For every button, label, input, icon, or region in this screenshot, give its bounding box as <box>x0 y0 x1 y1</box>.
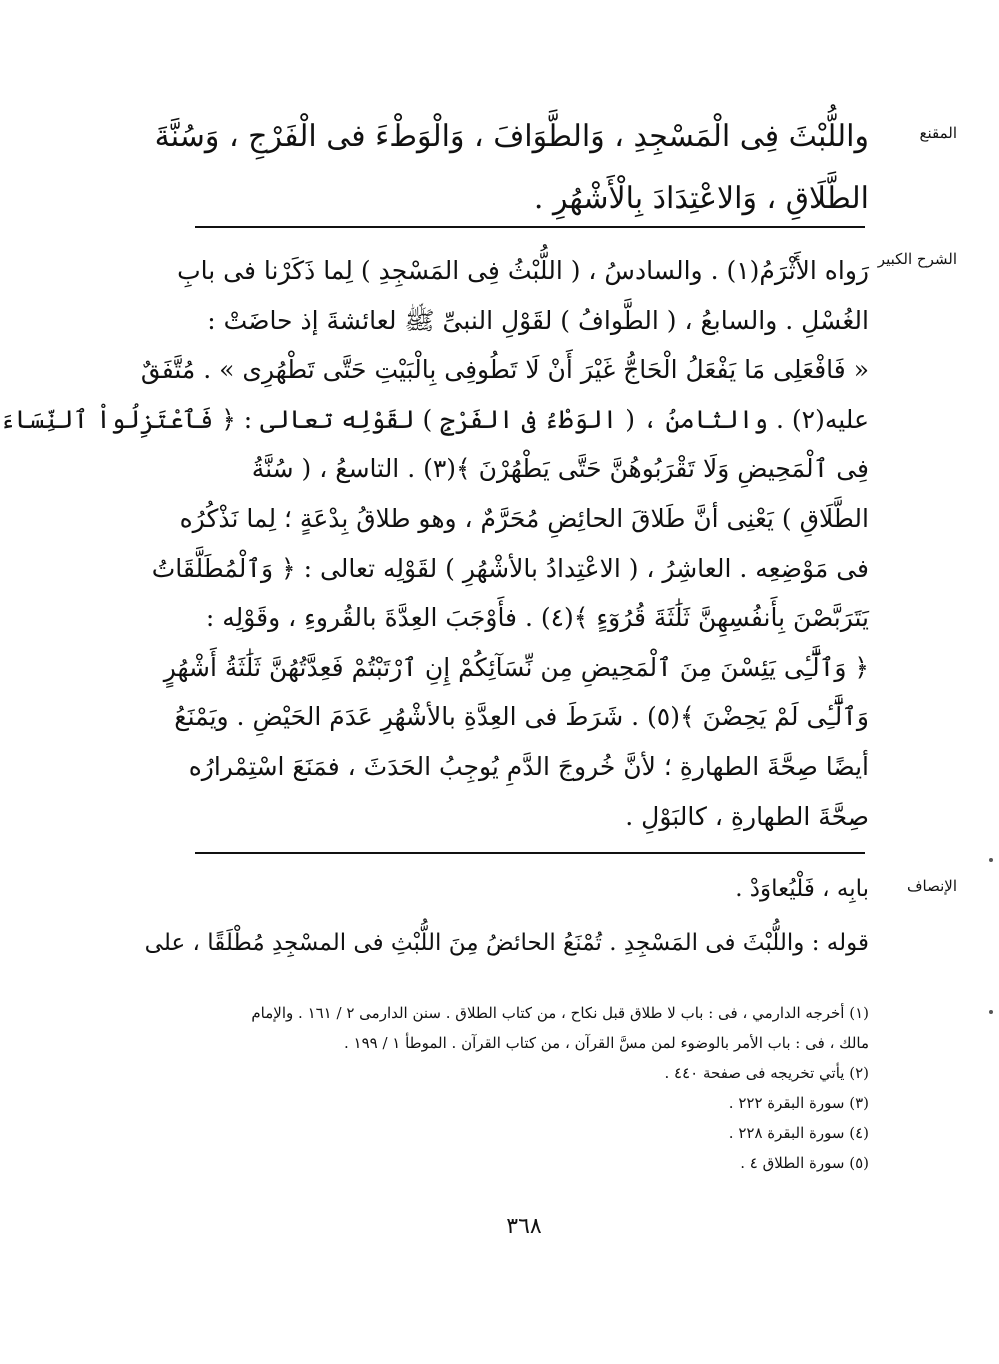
sharh-line: صِحَّةَ الطهارةِ ، كالبَوْلِ . <box>625 801 869 831</box>
sharh-section <box>0 246 869 841</box>
sharh-line: أيضًا صِحَّةَ الطهارةِ ؛ لأنَّ خُروجَ الدَّمِ يُوجِبُ الحَدَثَ ، فمَنَعَ اسْتِمْرارُه <box>188 751 869 781</box>
sharh-line: فِى ٱلْمَحِيضِ وَلَا تَقْرَبُوهُنَّ حَتَّى يَطْهُرْنَ ﴾(٣) . التاسعُ ، ( سُنَّةُ <box>251 454 869 484</box>
sharh-line: « فَافْعَلِى مَا يَفْعَلُ الْحَاجُّ غَيْرَ أَنْ لَا تَطُوفِى بِالْبَيْتِ حَتَّى تَطْهُرِى » . مُتَّفَقٌ <box>140 355 869 385</box>
insaf-section <box>144 862 869 970</box>
footnote: (١) أخرجه الدارمي ، فى : باب لا طلاق قبل نكاح ، من كتاب الطلاق . سنن الدارمى ٢ / ١٦١ . والإمام <box>251 1004 869 1022</box>
footnotes <box>189 998 869 1178</box>
footnote: (٢) يأتي تخريجه فى صفحة ٤٤٠ . <box>664 1064 869 1082</box>
insaf-label: الإنصاف <box>906 877 957 895</box>
sharh-label: الشرح الكبير <box>877 250 957 268</box>
sharh-line: ﴿ وَٱلَّٰٓـِٔى يَئِسْنَ مِنَ ٱلْمَحِيضِ مِن نِّسَآئِكُمْ إِنِ ٱرْتَبْتُمْ فَعِدَّتُهُنَّ ثَلَٰثَةُ أَشْهُرٍ <box>163 652 869 682</box>
muqni-label: المقنع <box>919 124 957 142</box>
sharh-line: فى مَوْضِعِه . العاشِرُ ، ( الاعْتِدادُ بالأشْهُرِ ) لقَوْلِه تعالى : ﴿ وَٱلْمُطَلَّقَاتُ <box>151 553 869 583</box>
sharh-line: وَٱلَّٰٓـِٔى لَمْ يَحِضْنَ ﴾(٥) . شَرَطَ فى العِدَّةِ بالأشْهُرِ عَدَمَ الحَيْضِ . ويَمْنَعُ <box>174 702 869 732</box>
sharh-line: يَتَرَبَّصْنَ بِأَنفُسِهِنَّ ثَلَٰثَةَ قُرُوٓءٍ ﴾(٤) . فأَوْجَبَ العِدَّةَ بالقُروءِ ، وقَوْلِه : <box>205 603 869 633</box>
footnote: مالك ، فى : باب الأمر بالوضوء لمن مسَّ القرآن ، من كتاب القرآن . الموطأ ١ / ١٩٩ . <box>343 1034 869 1052</box>
scan-speck <box>989 858 993 862</box>
scan-speck <box>989 1010 993 1014</box>
muqni-section <box>154 106 869 230</box>
section-divider <box>195 226 865 228</box>
footnote: (٣) سورة البقرة ٢٢٢ . <box>728 1094 869 1112</box>
sharh-line: عليه(٢) . والثامنُ ، ( الوَطْءُ فى الفَرْجِ ) لقَوْلِه تعالى : ﴿ فَٱعْتَزِلُواْ ٱلنِّسَاءَ <box>0 404 869 434</box>
page-number: ٣٦٨ <box>506 1214 542 1239</box>
section-divider <box>195 852 865 854</box>
sharh-line: الطَّلَاقِ ) يَعْنِى أنَّ طَلاقَ الحائِضِ مُحَرَّمٌ ، وهو طلاقُ بِدْعَةٍ ؛ لِما نَذْكُرُه <box>179 503 869 533</box>
footnote: (٤) سورة البقرة ٢٢٨ . <box>728 1124 869 1142</box>
footnote: (٥) سورة الطلاق ٤ . <box>740 1154 869 1172</box>
muqni-line: الطَّلَاقِ ، وَالاعْتِدَادَ بِالْأَشْهُرِ . <box>533 181 869 216</box>
muqni-line: واللُّبْثَ فِى الْمَسْجِدِ ، وَالطَّوَافَ ، وَالْوَطْءَ فى الْفَرْجِ ، وَسُنَّةَ <box>154 119 869 154</box>
insaf-line: بابِه ، فَلْيُعاوَدْ . <box>735 876 869 902</box>
insaf-line: قوله : واللُّبْثَ فى المَسْجِدِ . تُمْنَعُ الحائضُ مِنَ اللُّبْثِ فى المسْجِدِ مُطْلَقًا ، على <box>144 930 869 956</box>
sharh-line: الغُسْلِ . والسابعُ ، ( الطَّوافُ ) لقَوْلِ النبىِّ ﷺ لعائشةَ إذ حاضَتْ : <box>207 305 869 335</box>
sharh-line: رَواه الأَثْرَمُ(١) . والسادسُ ، ( اللُّبْثُ فِى المَسْجِدِ ) لِما ذَكَرْنا فى بابِ <box>177 256 869 285</box>
